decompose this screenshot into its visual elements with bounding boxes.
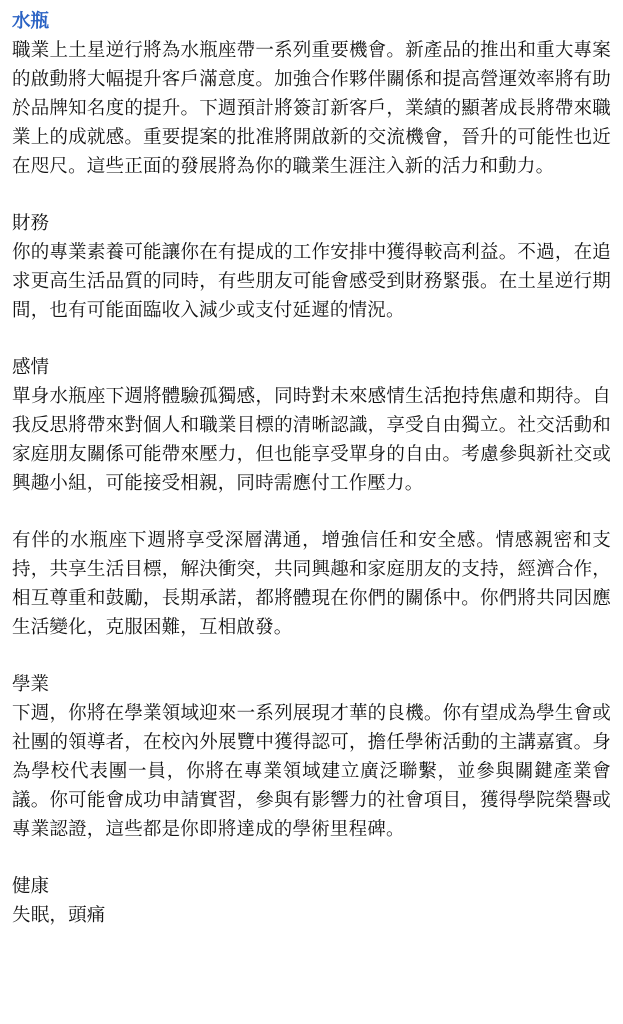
paragraph-spacer — [12, 498, 611, 526]
section-title-love: 感情 — [12, 357, 50, 378]
career-paragraph: 職業上土星逆行將為水瓶座帶一系列重要機會。新產品的推出和重大專案的啟動將大幅提升客戶滿意度。加強合作夥伴關係和提高營運效率將有助於品牌知名度的提升。下週預計將簽訂新客戶，業績的顯著成長將帶來職業上的成就感。重要提案的批准將開啟新的交流機會，晉升的可能性也近在咫尺。這些正面的發展將為你的職業生涯注入新的活力和動力。 — [12, 40, 611, 177]
love-single-paragraph: 單身水瓶座下週將體驗孤獨感，同時對未來感情生活抱持焦慮和期待。自我反思將帶來對個人和職業目標的清晰認識，享受自由獨立。社交活動和家庭朋友關係可能帶來壓力，但也能享受單身的自由。考慮參與新社交或興趣小組，可能接受相親，同時需應付工作壓力。 — [12, 386, 611, 494]
section-title-finance: 財務 — [12, 213, 50, 234]
love-partnered-paragraph: 有伴的水瓶座下週將享受深層溝通，增強信任和安全感。情感親密和支持，共享生活目標，解決衝突，共同興趣和家庭朋友的支持，經濟合作，相互尊重和鼓勵，長期承諾，都將體現在你們的關係中。你們將共同因應生活變化，克服困難，互相啟發。 — [12, 530, 611, 638]
section-title-study: 學業 — [12, 674, 50, 695]
section-title-health: 健康 — [12, 876, 50, 897]
health-paragraph: 失眠，頭痛 — [12, 905, 106, 926]
study-paragraph: 下週，你將在學業領域迎來一系列展現才華的良機。你有望成為學生會或社團的領導者，在校內外展覽中獲得認可，擔任學術活動的主講嘉賓。身為學校代表團一員，你將在專業領域建立廣泛聯繫，並參與關鍵產業會議。你可能會成功申請實習，參與有影響力的社會項目，獲得學院榮譽或專業認證，這些都是你即將達成的學術里程碑。 — [12, 703, 611, 840]
section-spacer — [12, 325, 611, 353]
section-title-career: 水瓶 — [12, 11, 50, 32]
section-spacer — [12, 642, 611, 670]
finance-paragraph: 你的專業素養可能讓你在有提成的工作安排中獲得較高利益。不過，在追求更高生活品質的同時，有些朋友可能會感受到財務緊張。在土星逆行期間，也有可能面臨收入減少或支付延遲的情況。 — [12, 242, 611, 321]
section-spacer — [12, 844, 611, 872]
section-spacer — [12, 181, 611, 209]
